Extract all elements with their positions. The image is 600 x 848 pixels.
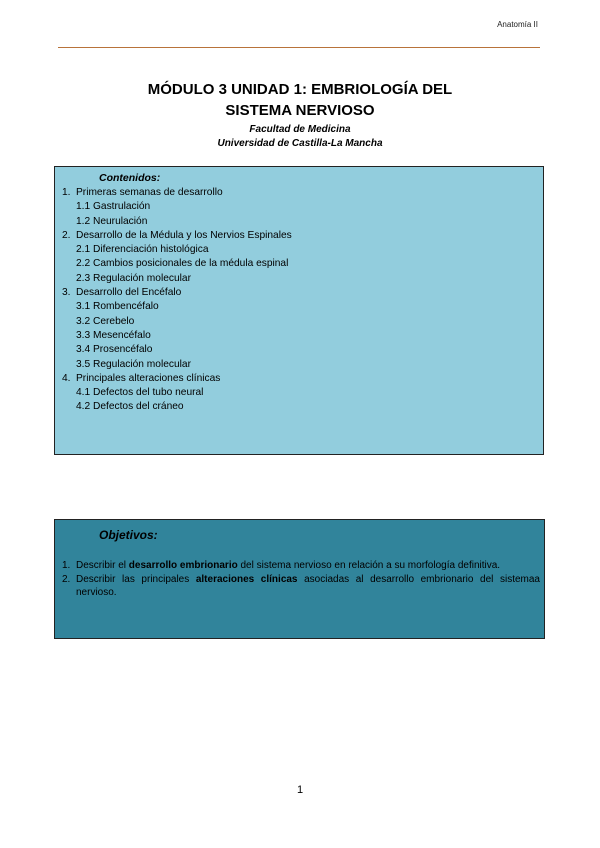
page-number: 1 xyxy=(296,784,304,796)
contents-list xyxy=(62,186,537,415)
item-label: Desarrollo de la Médula y los Nervios Espinales xyxy=(76,229,292,241)
objective-text: Describir las principales alteraciones clínicas asociadas al desarrollo embrionario del sistemaa nervioso. xyxy=(76,574,540,598)
contents-subitem: 2.2 Cambios posicionales de la médula espinal xyxy=(76,258,289,270)
contents-subitem: 2.1 Diferenciación histológica xyxy=(76,244,209,256)
item-number: 1. xyxy=(62,187,71,198)
objective-keyword: alteraciones clínicas xyxy=(195,574,298,585)
objective-number: 1. xyxy=(62,560,71,571)
contents-subitem: 3.5 Regulación molecular xyxy=(76,358,191,370)
objective-item xyxy=(62,559,540,572)
contents-item xyxy=(62,186,537,200)
objective-keyword: desarrollo embrionario xyxy=(128,560,238,571)
contents-item xyxy=(62,372,537,386)
contents-subitem: 3.4 Prosencéfalo xyxy=(76,344,153,356)
objectives-heading: Objetivos: xyxy=(99,528,158,542)
title-line-2: SISTEMA NERVIOSO xyxy=(225,102,375,119)
objectives-list xyxy=(62,559,540,600)
contents-item xyxy=(62,286,537,300)
objective-number: 2. xyxy=(62,574,71,585)
university-name: Universidad de Castilla-La Mancha xyxy=(217,138,383,149)
contents-subitem: 3.3 Mesencéfalo xyxy=(76,329,151,341)
contents-item xyxy=(62,229,537,243)
contents-box xyxy=(54,166,544,455)
objectives-box xyxy=(54,519,545,639)
item-number: 3. xyxy=(62,287,71,299)
contents-heading: Contenidos: xyxy=(99,172,161,184)
item-label: Desarrollo del Encéfalo xyxy=(76,287,182,299)
contents-subitem: 3.2 Cerebelo xyxy=(76,315,135,327)
faculty-name: Facultad de Medicina xyxy=(249,124,351,135)
objective-text: Describir el desarrollo embrionario del sistema nervioso en relación a su morfología definitiva. xyxy=(76,560,501,571)
contents-subitem: 2.3 Regulación molecular xyxy=(76,272,191,284)
contents-subitem: 4.2 Defectos del cráneo xyxy=(76,401,184,413)
running-header: Anatomía II xyxy=(497,20,538,29)
contents-subitem: 1.2 Neurulación xyxy=(76,215,148,227)
document-subtitle xyxy=(0,123,600,151)
item-number: 4. xyxy=(62,372,71,384)
item-label: Principales alteraciones clínicas xyxy=(76,372,221,384)
header-divider xyxy=(58,47,540,48)
contents-subitem: 1.1 Gastrulación xyxy=(76,201,151,213)
document-title xyxy=(0,79,600,121)
title-line-1: MÓDULO 3 UNIDAD 1: EMBRIOLOGÍA DEL xyxy=(147,81,453,98)
objective-item xyxy=(62,573,540,599)
item-label: Primeras semanas de desarrollo xyxy=(76,187,223,198)
contents-subitem: 3.1 Rombencéfalo xyxy=(76,301,159,313)
item-number: 2. xyxy=(62,229,71,241)
contents-subitem: 4.1 Defectos del tubo neural xyxy=(76,387,204,399)
